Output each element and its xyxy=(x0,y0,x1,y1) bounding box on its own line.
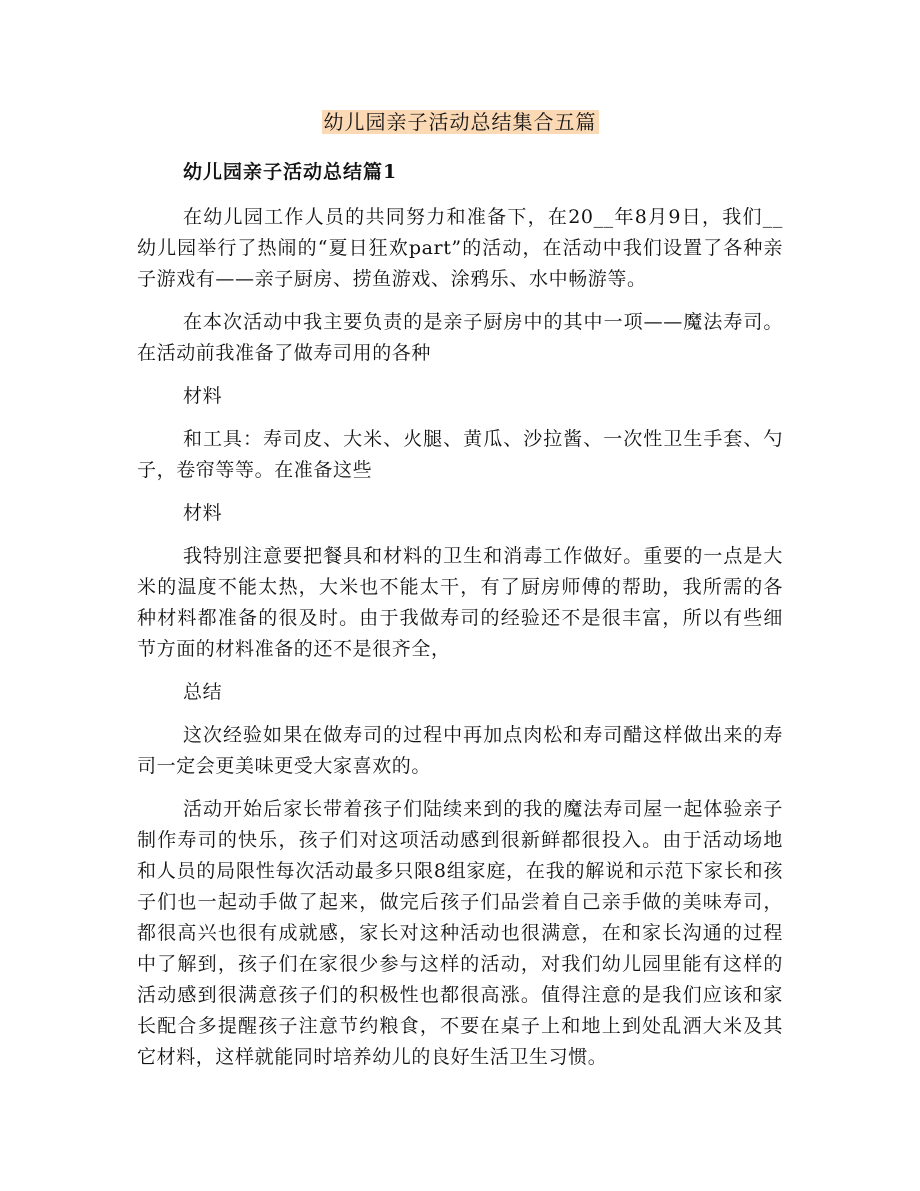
paragraph-7: 总结 xyxy=(183,681,223,703)
paragraph-6: 我特别注意要把餐具和材料的卫生和消毒工作做好。重要的一点是大米的温度不能太热，大米也不能太干，有了厨房师傅的帮助，我所需的各种材料都准备的很及时。由于我做寿司的经验还不是很丰富，所以有些细节方面的材料准备的还不是很齐全， xyxy=(137,545,783,660)
paragraph-8: 这次经验如果在做寿司的过程中再加点肉松和寿司醋这样做出来的寿司一定会更美味更受大家喜欢的。 xyxy=(137,724,783,777)
paragraph-5: 材料 xyxy=(183,502,223,524)
section-heading: 幼儿园亲子活动总结篇1 xyxy=(183,161,398,183)
document-title-block xyxy=(0,108,920,136)
paragraph-9: 活动开始后家长带着孩子们陆续来到的我的魔法寿司屋一起体验亲子制作寿司的快乐，孩子们对这项活动感到很新鲜都很投入。由于活动场地和人员的局限性每次活动最多只限8组家庭，在我的解说和示范下家长和孩子们也一起动手做了起来，做完后孩子们品尝着自己亲手做的美味寿司，都很高兴也很有成就感，家长对这种活动也很满意，在和家长沟通的过程中了解到，孩子们在家很少参与这样的活动，对我们幼儿园里能有这样的活动感到很满意孩子们的积极性也都很高涨。值得注意的是我们应该和家长配合多提醒孩子注意节约粮食，不要在桌子上和地上到处乱洒大米及其它材料，这样就能同时培养幼儿的良好生活卫生习惯。 xyxy=(137,798,783,1068)
paragraph-2: 在本次活动中我主要负责的是亲子厨房中的其中一项——魔法寿司。在活动前我准备了做寿司用的各种 xyxy=(137,311,783,364)
paragraph-4: 和工具：寿司皮、大米、火腿、黄瓜、沙拉酱、一次性卫生手套、勺子，卷帘等等。在准备这些 xyxy=(137,428,783,481)
paragraph-3: 材料 xyxy=(183,385,223,407)
paragraph-1: 在幼儿园工作人员的共同努力和准备下，在20__年8月9日，我们__幼儿园举行了热闹的“夏日狂欢part”的活动，在活动中我们设置了各种亲子游戏有——亲子厨房、捞鱼游戏、涂鸦乐、水中畅游等。 xyxy=(137,206,783,290)
document-body xyxy=(137,202,783,1085)
document-title: 幼儿园亲子活动总结集合五篇 xyxy=(323,110,597,134)
